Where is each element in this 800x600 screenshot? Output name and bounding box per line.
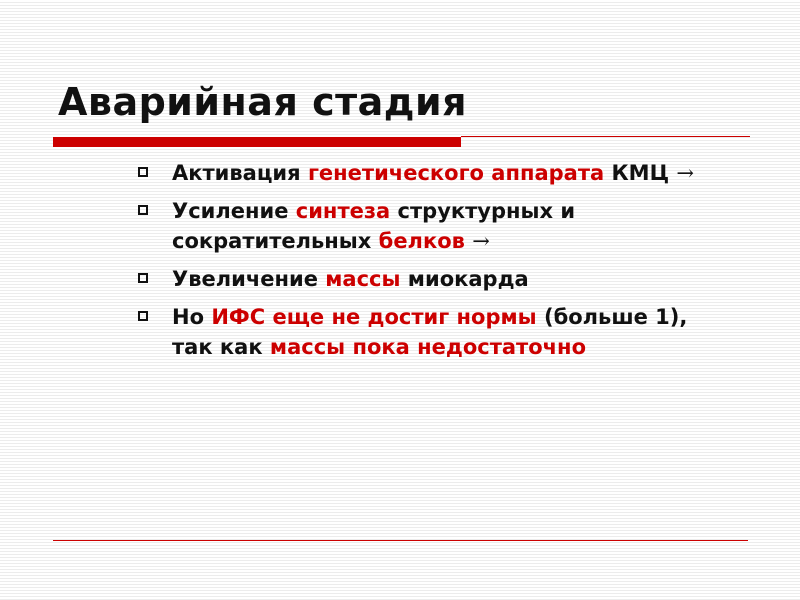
hollow-square-bullet-icon: [138, 167, 148, 177]
bullet-text: миокарда: [400, 267, 529, 291]
bullet-text: структурных и сократительных: [172, 199, 576, 253]
highlighted-text: массы пока недостаточно: [269, 335, 586, 359]
arrow-icon: →: [472, 229, 490, 253]
footer-rule: [53, 540, 748, 541]
hollow-square-bullet-icon: [138, 205, 148, 215]
bullet-item: [133, 196, 733, 256]
bullet-text: КМЦ: [604, 161, 677, 185]
bullet-item: [133, 264, 733, 294]
highlighted-text: ИФС еще не достиг нормы: [211, 305, 537, 329]
bullet-item: [133, 158, 733, 188]
bullet-text: Но: [172, 305, 212, 329]
arrow-icon: →: [676, 161, 694, 185]
bullet-text: Усиление: [172, 199, 296, 223]
hollow-square-bullet-icon: [138, 273, 148, 283]
bullet-text: (больше 1), так как: [172, 305, 688, 359]
bullet-list: [133, 158, 733, 370]
bullet-text: Активация: [172, 161, 308, 185]
slide-title: Аварийная стадия: [58, 80, 467, 124]
bullet-item: [133, 302, 733, 362]
highlighted-text: генетического аппарата: [307, 161, 605, 185]
title-underline-bar: [53, 137, 461, 147]
hollow-square-bullet-icon: [138, 311, 148, 321]
bullet-text: Увеличение: [172, 267, 326, 291]
highlighted-text: белков: [378, 229, 465, 253]
title-underline-rule: [461, 136, 750, 137]
highlighted-text: массы: [325, 267, 401, 291]
highlighted-text: синтеза: [295, 199, 391, 223]
